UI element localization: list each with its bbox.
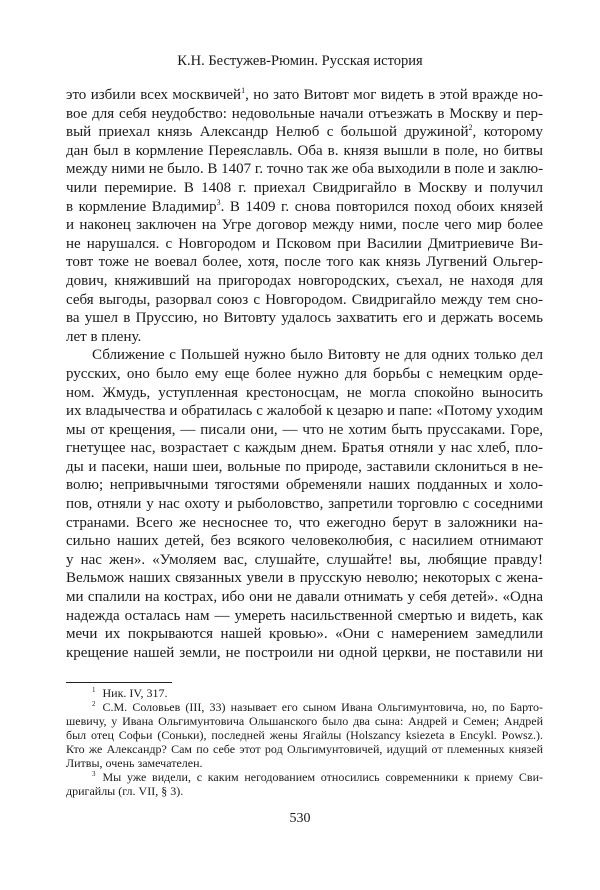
text-run: надежда осталась нам — умереть насильственной смертью и видеть, как — [66, 607, 543, 624]
footnote-line — [66, 742, 543, 756]
body-line — [66, 476, 543, 495]
body-line — [66, 179, 543, 198]
body-line — [66, 588, 543, 607]
body-line — [66, 235, 543, 254]
text-run: пов, отняли у нас охоту и рыболовство, запретили торговлю с соседними — [66, 496, 543, 513]
body-line — [66, 625, 543, 644]
body-line — [66, 439, 543, 458]
footnote-divider — [66, 682, 172, 683]
text-run: между ними не было. В 1407 г. точно так же оба выходили в поле и заклю- — [66, 161, 544, 178]
text-run: не нарушался. с Новгородом и Псковом при Василии Дмитриевиче Ви- — [66, 235, 543, 252]
text-run: был отец Софьи (Соньки), последней жены Ягайлы (Holszancy ksiezeta в Encykl. Powsz.). — [66, 728, 543, 742]
text-run: ном. Жмудь, уступленная крестоносцам, не могла спокойно выносить — [66, 384, 543, 401]
footnote-marker: 2 — [92, 700, 96, 708]
text-run: себя выгоды, разорвал союз с Новгородом. Свидригайло между тем сно- — [66, 291, 543, 308]
footnote-line — [66, 686, 543, 700]
text-run: Кто же Александр? Сам по себе этот род Ольгимунтовичей, идущий от племенных князей — [66, 742, 543, 756]
body-line — [66, 142, 543, 161]
text-run: товт тоже не воевал более, хотя, после того как князь Лугвений Ольгер- — [66, 254, 543, 271]
text-run: крещение нашей земли, не построили ни одной церкви, не поставили ни — [66, 644, 543, 661]
body-line — [66, 198, 543, 217]
running-header: К.Н. Бестужев-Рюмин. Русская история — [177, 53, 423, 69]
body-line — [66, 607, 543, 626]
body-line — [66, 105, 543, 124]
body-line — [66, 160, 543, 179]
footnote-marker: 3 — [216, 197, 221, 207]
footnote-line — [66, 728, 543, 742]
text-run: дригайлы (гл. VII, § 3). — [66, 784, 184, 798]
text-run: . В 1409 г. снова повторился поход обоих князей — [220, 198, 543, 215]
body-line — [66, 216, 543, 235]
text-run: , но зато Витовт мог видеть в этой вражде но- — [245, 87, 543, 103]
text-run: вый приехал князь Александр Нелюб с большой дружиной — [66, 124, 469, 141]
footnote-line — [66, 700, 543, 714]
body-line — [66, 123, 543, 142]
text-run: их владычества и обратилась с жалобой к цезарю и папе: «Потому уходим — [66, 403, 543, 420]
text-run: Литвы, очень замечателен. — [66, 756, 203, 770]
body-line — [66, 86, 543, 105]
body-line — [66, 421, 543, 440]
body-line — [66, 328, 543, 347]
body-line — [66, 291, 543, 310]
body-line — [66, 514, 543, 533]
text-run: мечи их покрываются нашей кровью». «Они с намерением замедлили — [66, 626, 543, 643]
text-run: сильно наших детей, без всякого человеколюбия, с насилием отнимают — [66, 533, 543, 550]
text-run: чили перемирие. В 1408 г. приехал Свидригайло в Москву и получил — [66, 179, 543, 196]
body-line — [66, 532, 543, 551]
body-line — [66, 458, 543, 477]
body-line — [66, 644, 543, 663]
text-run: лет в плену. — [66, 328, 142, 345]
text-run: мы от крещения, — писали они, — что не хотим быть пруссаками. Горе, — [66, 421, 543, 438]
body-line — [66, 365, 543, 384]
footnotes — [66, 686, 543, 798]
text-run: странами. Всего же несноснее то, что ежегодно берут в заложники на- — [66, 514, 543, 531]
text-run: ми спалили на кострах, ибо они не давали отнимать у себя детей». «Одна — [66, 589, 543, 606]
footnote-line — [66, 770, 543, 784]
text-run: волю; непривычными тягостями обременяли наших подданных и холо- — [66, 477, 543, 494]
body-line — [66, 402, 543, 421]
body-line — [66, 569, 543, 588]
footnote-marker: 1 — [241, 86, 246, 95]
text-run: С.М. Соловьев (III, 33) называет его сыном Ивана Ольгимунтовича, но, по Барто- — [102, 700, 543, 714]
body-line — [66, 346, 543, 365]
body-line — [66, 309, 543, 328]
text-run: вое для себя неудобство: недовольные начали отъезжать в Москву и пер- — [66, 105, 543, 122]
text-run: русских, оно было ему еще более нужно для борьбы с немецким орде- — [66, 365, 543, 382]
text-run: в кормление Владимир — [66, 198, 217, 215]
text-run: гнетущее нас, возрастает с каждым днем. Братья отняли у нас хлеб, пло- — [66, 440, 543, 457]
text-run: дан был в кормление Переяславль. Оба в. князя вышли в поле, но битвы — [66, 142, 543, 159]
body-line — [66, 272, 543, 291]
footnote-marker: 2 — [468, 123, 473, 133]
text-run: Вельмож наших связанных увели в прусскую неволю; некоторых с жена- — [66, 570, 543, 587]
text-run: Сближение с Польшей нужно было Витовту не для одних только дел — [92, 347, 543, 364]
text-run: это избили всех москвичей — [66, 87, 242, 103]
text-run: ва ушел в Пруссию, но Витовту удалось захватить его и держать восемь — [66, 310, 543, 327]
body-line — [66, 253, 543, 272]
text-run: Ник. IV, 317. — [102, 686, 168, 700]
text-run: и наконец заключен на Угре договор между ними, после чего мир более — [66, 217, 543, 234]
body-line — [66, 384, 543, 403]
footnote-line — [66, 714, 543, 728]
body-line — [66, 495, 543, 514]
text-run: Мы уже видели, с каким негодованием относились современники к приему Сви- — [102, 770, 543, 784]
footnote-marker: 3 — [92, 770, 96, 778]
text-run: у нас жен». «Умоляем вас, слушайте, слушайте! вы, любящие правду! — [66, 551, 543, 568]
footnote-line — [66, 756, 543, 770]
footnote-line — [66, 784, 543, 798]
body-line — [66, 551, 543, 570]
footnote-marker: 1 — [92, 686, 96, 694]
text-run: дович, княживший на пригородах новгородских, съехал, не находя для — [66, 272, 543, 289]
body-text — [66, 86, 543, 662]
page-number: 530 — [289, 811, 311, 826]
text-run: , которому — [472, 124, 543, 141]
text-run: ды и пасеки, наши шеи, вольные по природе, заставили склониться в не- — [66, 458, 543, 475]
text-run: шевичу, у Ивана Ольгимунтовича Ольшанского было два сына: Андрей и Семен; Андрей — [66, 714, 543, 728]
